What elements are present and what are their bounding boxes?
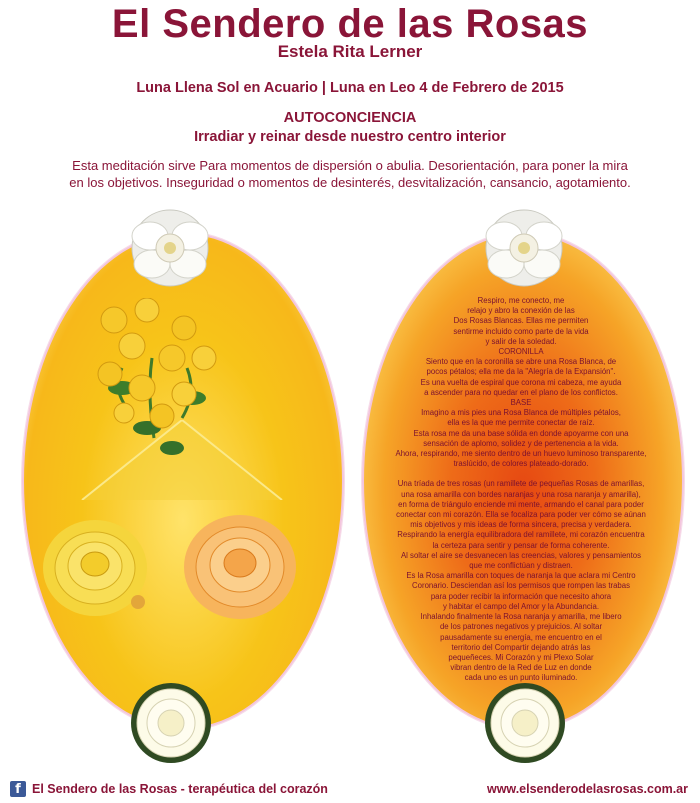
meditation-line: Es la Rosa amarilla con toques de naranja la que aclara mi Centro (406, 571, 636, 581)
meditation-line: Coronario. Desciendan así los permisos que rompen las trabas (412, 581, 630, 591)
meditation-line: Ahora, respirando, me siento dentro de un huevo luminoso transparente, (395, 449, 647, 459)
meditation-line: la certeza para sentir y pensar de forma coherente. (432, 540, 610, 550)
meditation-line: CORONILLA (498, 347, 544, 357)
date-line: Luna Llena Sol en Acuario | Luna en Leo 4 de Febrero de 2015 (136, 80, 564, 96)
meditation-line: BASE (510, 398, 532, 408)
meditation-line: pequeñeces. Mi Corazón y mi Plexo Solar (448, 652, 594, 662)
intro-line: en los objetivos. Inseguridad o momentos de desinterés, desvitalización, cansancio, agotamiento. (69, 175, 631, 190)
meditation-line: pocos pétalos; ella me da la "Alegría de la Expansión". (426, 367, 616, 377)
meditation-line: mis objetivos y mis ideas de forma sincera, precisa y verdadera. (410, 520, 632, 530)
white-rose-bottom-image (130, 682, 212, 764)
meditation-line: de los patrones negativos y prejuicios. Al soltar (439, 622, 603, 632)
meditation-line: Al soltar el aire se desvanecen las creencias, valores y pensamientos (400, 550, 642, 560)
white-rose-image (128, 206, 212, 290)
yellow-bouquet-image (92, 298, 222, 468)
meditation-line: traslúcido, de colores plateado-dorado. (453, 459, 589, 469)
meditation-line: conectar con mi corazón. Ella se focaliza para poder ver cómo se aúnan (396, 510, 646, 520)
meditation-line: Inhalando finalmente la Rosa naranja y amarilla, me libero (420, 612, 622, 622)
meditation-text (386, 296, 656, 684)
meditation-line: Dos Rosas Blancas. Ellas me permiten (453, 316, 589, 326)
meditation-line: vibran dentro de la Red de Luz en donde (450, 663, 592, 673)
meditation-line: y habitar el campo del Amor y la Abundancia. (442, 601, 600, 611)
meditation-line: Respiro, me conecto, me (477, 296, 565, 305)
section-subheading: Irradiar y reinar desde nuestro centro interior (194, 129, 506, 145)
page-title: El Sendero de las Rosas (111, 2, 589, 46)
meditation-line: Imagino a mis pies una Rosa Blanca de múltiples pétalos, (421, 408, 621, 418)
meditation-line: a ascender para no quedar en el plano de los conflictos. (424, 387, 618, 397)
intro-line: Esta meditación sirve Para momentos de dispersión o abulia. Desorientación, para poner la mira (72, 158, 628, 173)
facebook-link[interactable] (10, 781, 328, 797)
meditation-spacer (386, 469, 656, 479)
facebook-icon[interactable]: f (10, 781, 26, 797)
meditation-line: ella es la que me permite conectar de raíz. (447, 418, 595, 428)
meditation-line: Siento que en la coronilla se abre una Rosa Blanca, de (425, 357, 617, 367)
meditation-line: pausadamente su energía, me encuentro en el (440, 632, 602, 642)
section-heading: AUTOCONCIENCIA (283, 110, 417, 126)
meditation-line: para poder recibir la información que necesito ahora (430, 591, 612, 601)
white-rose-bottom-right-image (484, 682, 566, 764)
meditation-line: Es una vuelta de espiral que corona mi cabeza, me ayuda (420, 377, 622, 387)
meditation-line: territorio del Compartir dejando atrás las (451, 642, 591, 652)
meditation-line: sensación de aplomo, solidez y de pertenencia a la vida. (423, 438, 619, 448)
facebook-page-name[interactable]: El Sendero de las Rosas - terapéutica del corazón (32, 782, 328, 796)
author-name: Estela Rita Lerner (277, 42, 423, 61)
meditation-line: y salir de la soledad. (485, 336, 557, 346)
meditation-line: que me conflictúan y distraen. (469, 561, 573, 571)
yellow-rose-image (40, 516, 150, 620)
meditation-line: Respirando la energía equilibradora del ramillete, mi corazón encuentra (397, 530, 645, 540)
intro-paragraph (30, 157, 670, 191)
meditation-line: sentirme incluido como parte de la vida (453, 326, 589, 336)
meditation-line: una rosa amarilla con bordes naranjas y una rosa naranja y amarilla), (401, 489, 641, 499)
website-link[interactable]: www.elsenderodelasrosas.com.ar (486, 782, 688, 796)
white-rose-top-right-image (482, 206, 566, 290)
meditation-line: Esta rosa me da una base sólida en donde apoyarme con una (413, 428, 629, 438)
meditation-line: cada uno es un punto iluminado. (464, 673, 578, 683)
meditation-line: relajo y abro la conexión de las (467, 306, 575, 316)
meditation-line: en forma de triángulo enciende mi mente, armando el canal para poder (398, 499, 644, 509)
meditation-line: Una tríada de tres rosas (un ramillete de pequeñas Rosas de amarillas, (397, 479, 645, 489)
orange-rose-image (182, 512, 298, 622)
